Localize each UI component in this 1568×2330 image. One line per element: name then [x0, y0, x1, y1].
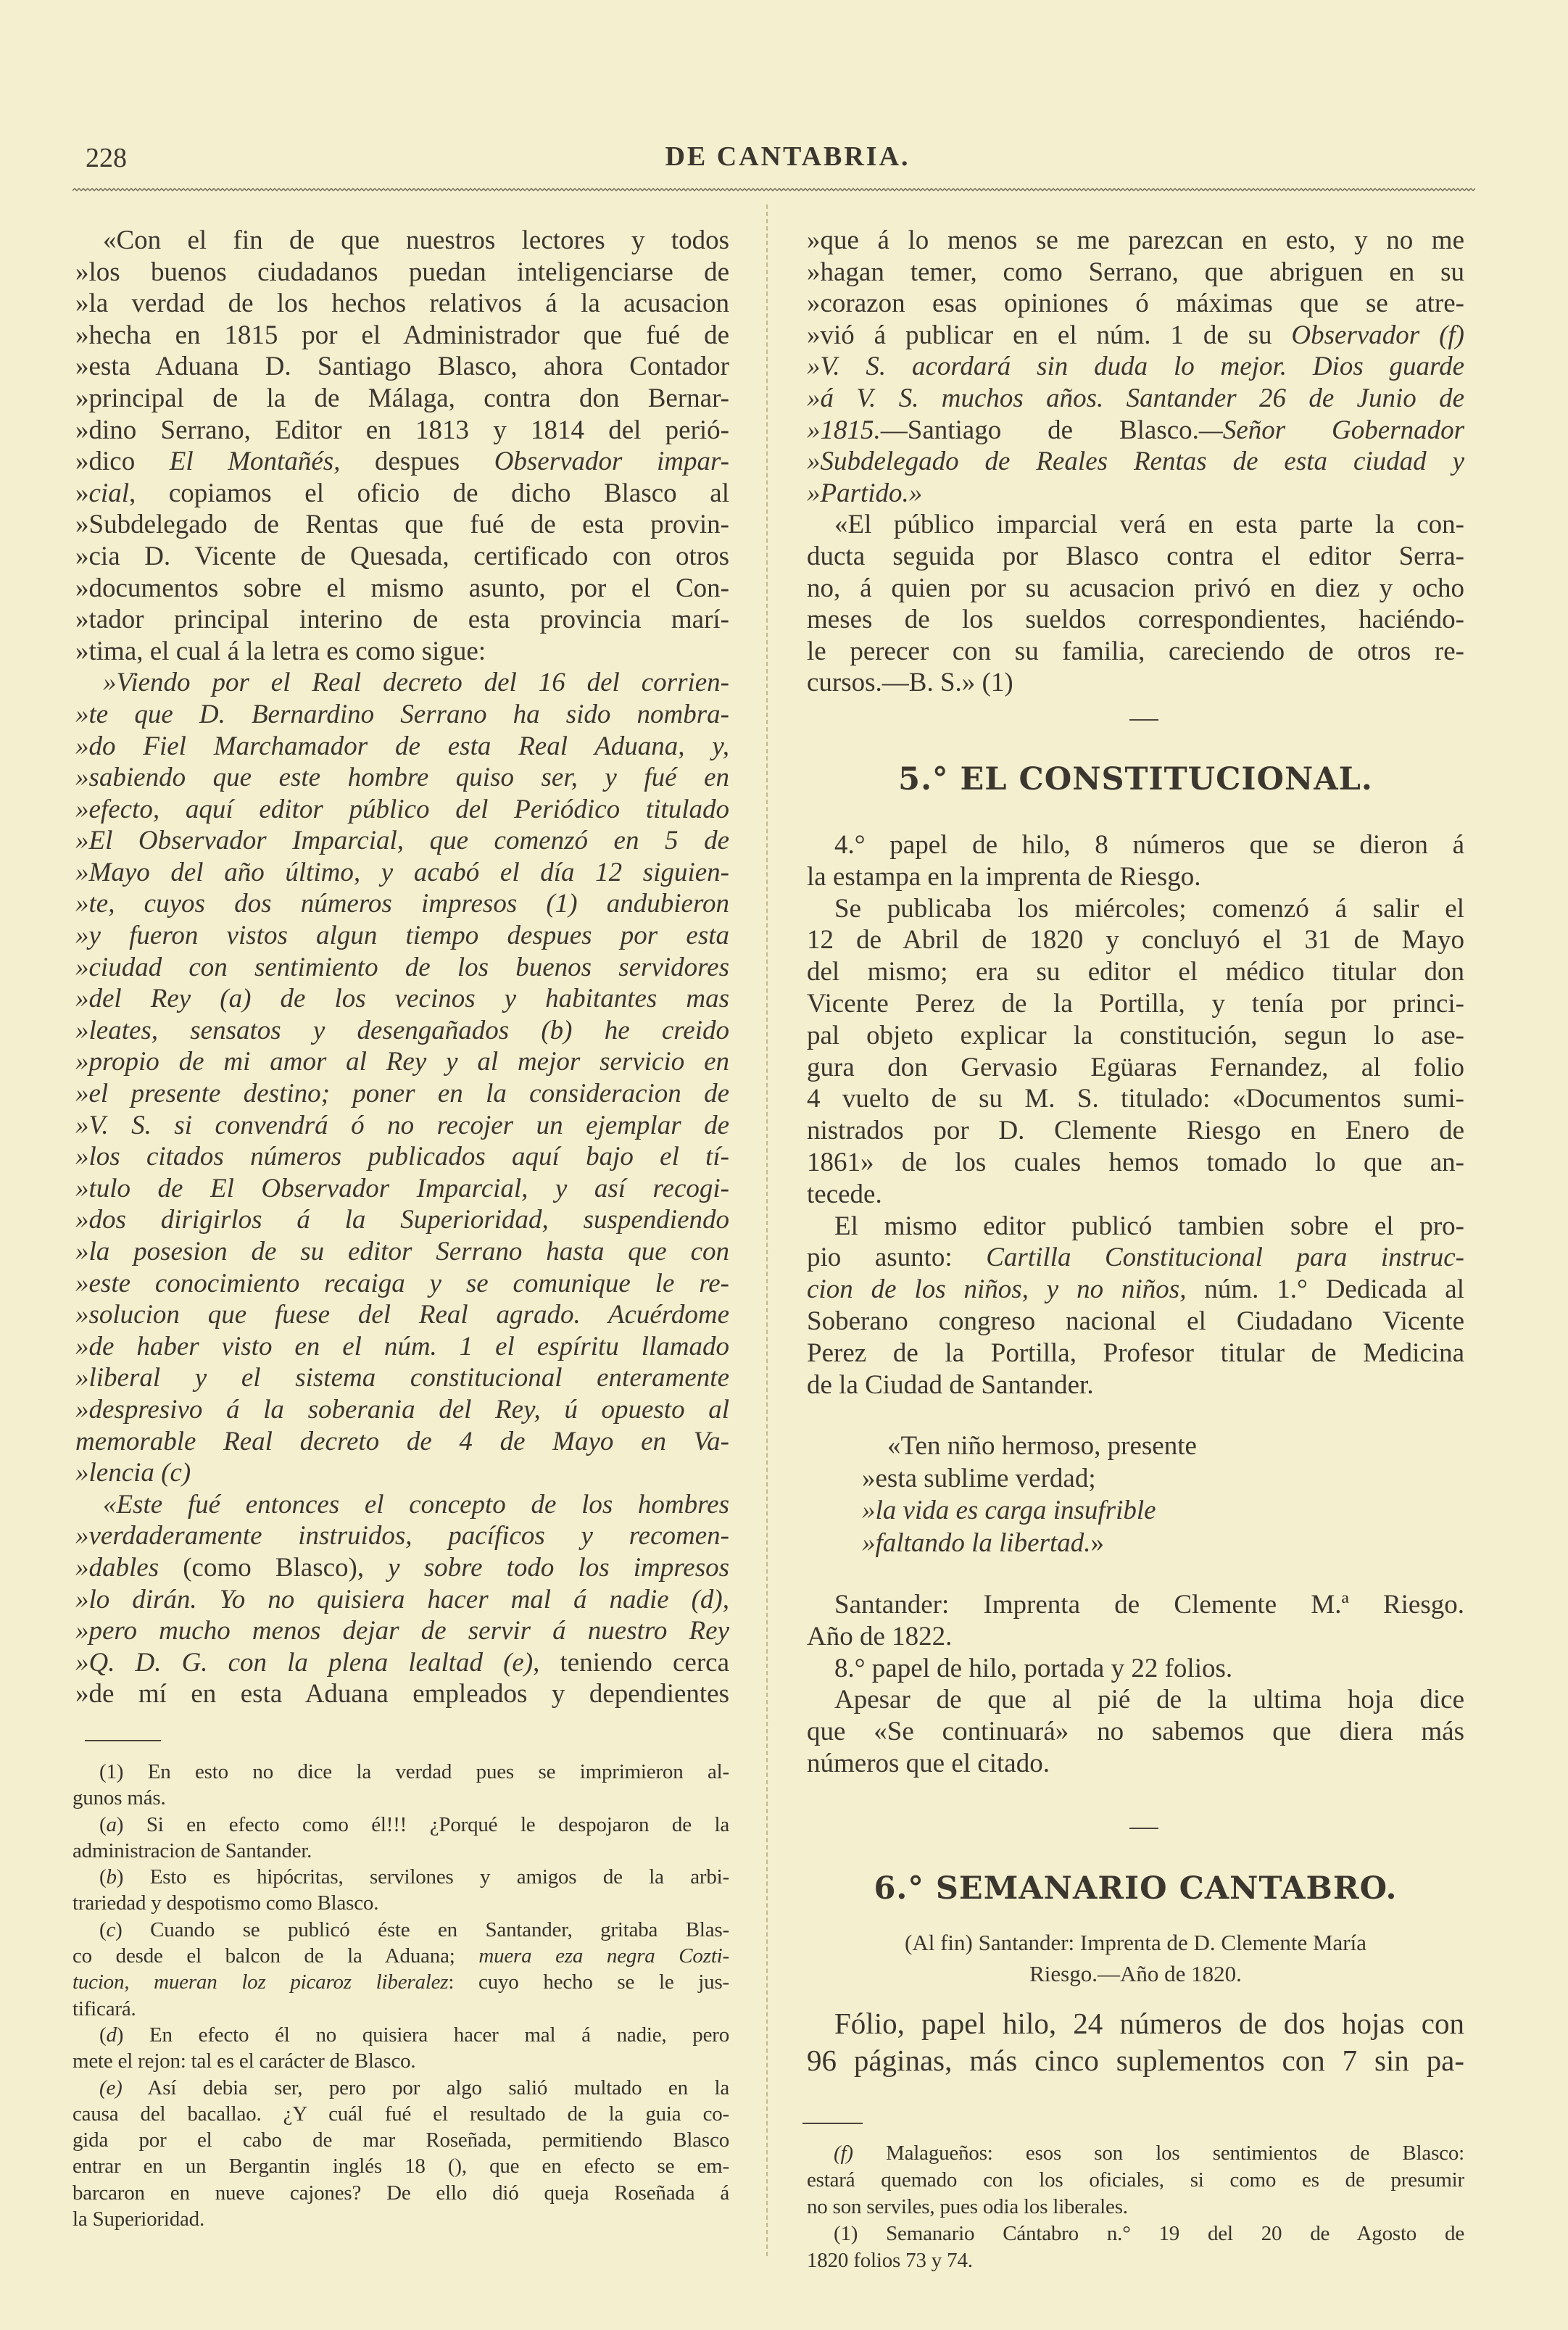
- text-line: [75, 1552, 729, 1584]
- text-line: [72, 1917, 729, 1943]
- section5-body: [807, 829, 1464, 1401]
- wavy-header-rule: [72, 184, 1475, 196]
- text-line: [807, 320, 1464, 352]
- italic-text: »liberal y el sistema constitucional enteramente: [75, 1363, 729, 1393]
- roman-text: »dino Serrano, Editor en 1813 y 1814 del perió-: [75, 415, 729, 445]
- paragraph: [72, 1759, 729, 1812]
- text-line: [72, 1759, 729, 1785]
- italic-text: »Viendo por el Real decreto del 16 del corrien-: [103, 668, 729, 698]
- text-line: [807, 2140, 1464, 2167]
- roman-text: le perecer con su familia, careciendo de otros re-: [807, 636, 1464, 666]
- roman-text: Año de 1822.: [807, 1621, 953, 1651]
- roman-text: »tima, el cual á la letra es como sigue:: [75, 636, 486, 666]
- italic-text: »V. S. acordará sin duda lo mejor. Dios guarde: [807, 352, 1464, 382]
- roman-text: del mismo; era su editor el médico titular don: [807, 957, 1464, 987]
- text-line: [75, 825, 729, 857]
- paragraph: [807, 1211, 1464, 1401]
- roman-text: gura don Gervasio Egüaras Fernandez, al folio: [807, 1052, 1464, 1082]
- italic-text: »los citados números publicados aquí bajo el tí-: [75, 1142, 729, 1172]
- text-line: [807, 1242, 1464, 1274]
- text-line: [807, 988, 1464, 1020]
- running-title-text: DE CANTABRIA.: [665, 141, 910, 172]
- italic-text: memorable Real decreto de 4 de Mayo en Va-: [75, 1426, 729, 1456]
- roman-text: »dico: [75, 447, 170, 477]
- roman-text: trariedad y despotismo como Blasco.: [72, 1891, 379, 1915]
- italic-text: »dos dirigirlos á la Superioridad, suspendiendo: [75, 1205, 729, 1235]
- italic-text: »te que D. Bernardino Serrano ha sido nombra-: [75, 699, 729, 729]
- text-line: [75, 920, 729, 952]
- italic-text: a: [106, 1812, 117, 1836]
- roman-text: la Superioridad.: [72, 2207, 205, 2231]
- italic-text: »tulo de El Observador Imparcial, y así recogi-: [75, 1173, 729, 1203]
- paragraph: [807, 225, 1464, 509]
- text-line: [807, 1621, 1464, 1653]
- text-line: [807, 2042, 1464, 2079]
- italic-text: cion de los niños, y no niños,: [807, 1274, 1187, 1305]
- footnote-rule: [85, 1740, 161, 1741]
- roman-text: 12 de Abril de 1820 y concluyó el 31 de Mayo: [807, 925, 1464, 955]
- text-line: [75, 225, 729, 257]
- text-line: [75, 636, 729, 668]
- text-line: [807, 2005, 1464, 2042]
- text-line: [807, 573, 1464, 605]
- italic-text: »ciudad con sentimiento de los buenos servidores: [75, 952, 729, 982]
- text-line: [75, 794, 729, 826]
- page-number: 228: [86, 143, 127, 173]
- roman-text: (1) En esto no dice la verdad pues se imprimieron al-: [99, 1760, 729, 1783]
- italic-text: cial: [88, 478, 129, 508]
- section-heading-el-constitucional: 5.° EL CONSTITUCIONAL.: [898, 761, 1373, 797]
- roman-text: ) En efecto él no quisiera hacer mal á nadie, pero: [116, 2023, 729, 2047]
- text-line: [807, 1338, 1464, 1369]
- text-line: [807, 1716, 1464, 1748]
- text-line: [75, 1584, 729, 1616]
- text-line: [807, 1369, 1464, 1401]
- roman-text: 8.° papel de hilo, portada y 22 folios.: [834, 1653, 1233, 1683]
- italic-text: »Partido.»: [807, 478, 923, 508]
- text-line: [72, 1812, 729, 1838]
- text-line: [75, 320, 729, 352]
- roman-text: no son serviles, pues odia los liberales.: [807, 2195, 1128, 2218]
- text-line: [75, 1046, 729, 1078]
- text-line: [75, 1204, 729, 1236]
- roman-text: Perez de la Portilla, Profesor titular de Medicina: [807, 1338, 1464, 1368]
- text-line: [807, 1020, 1464, 1052]
- text-line: [807, 924, 1464, 956]
- italic-text: »este conocimiento recaiga y se comunique le re-: [75, 1268, 729, 1298]
- roman-text: pal objeto explicar la constitución, segun lo ase-: [807, 1020, 1464, 1050]
- text-line: [75, 383, 729, 415]
- roman-text: co desde el balcon de la Aduana;: [72, 1944, 479, 1968]
- text-line: [807, 1653, 1464, 1685]
- italic-text: tucion, mueran loz picaroz liberalez: [72, 1970, 449, 1994]
- roman-text: »: [75, 478, 89, 508]
- italic-text: »te, cuyos dos números impresos (1) andubieron: [75, 889, 729, 919]
- text-line: [72, 2127, 729, 2153]
- text-line: [807, 1179, 1464, 1211]
- roman-text: la estampa en la imprenta de Riesgo.: [807, 861, 1201, 892]
- roman-text: Santander: Imprenta de Clemente M.ª Riesgo.: [834, 1590, 1464, 1620]
- text-line: [807, 861, 1464, 893]
- text-line: [807, 1274, 1464, 1306]
- text-line: [807, 829, 1464, 861]
- italic-text: »á V. S. muchos años. Santander 26 de Junio de: [807, 383, 1464, 413]
- text-line: [807, 1589, 1464, 1621]
- italic-text: »Mayo del año último, y acabó el día 12 siguien-: [75, 857, 729, 887]
- italic-text: »de haber visto en el núm. 1 el espíritu llamado: [75, 1331, 729, 1361]
- paragraph: [807, 893, 1464, 1211]
- roman-text: números que el citado.: [807, 1748, 1050, 1778]
- roman-text: nistrados por D. Clemente Riesgo en Enero de: [807, 1116, 1464, 1146]
- italic-text: «Este fué entonces el concepto de los hombres: [103, 1489, 729, 1520]
- paragraph: [72, 1812, 729, 1865]
- text-line: [807, 2221, 1464, 2247]
- paragraph: [72, 1864, 729, 1917]
- paragraph: [72, 2075, 729, 2233]
- left-column-body: [75, 225, 729, 1710]
- roman-text: «El público imparcial verá en esta parte la con-: [834, 510, 1464, 540]
- italic-text: muera eza negra Cozti-: [478, 1944, 729, 1968]
- roman-text: »hagan temer, como Serrano, que abriguen en su: [807, 257, 1464, 287]
- roman-text: Vicente Perez de la Portilla, y tenía por princi-: [807, 988, 1464, 1019]
- roman-text: (1) Semanario Cántabro n.° 19 del 20 de Agosto de: [834, 2222, 1464, 2245]
- roman-text: ducta seguida por Blasco contra el editor Serra-: [807, 541, 1464, 571]
- roman-text: 4 vuelto de su M. S. titulado: «Documentos sumi-: [807, 1084, 1464, 1114]
- text-line: [72, 1864, 729, 1890]
- roman-text: »: [1090, 1527, 1105, 1558]
- paragraph: [807, 1684, 1464, 1779]
- italic-text: »Subdelegado de Reales Rentas de esta ciudad y: [807, 447, 1464, 477]
- roman-text: «Con el fin de que nuestros lectores y todos: [103, 225, 729, 255]
- text-line: [75, 1236, 729, 1268]
- italic-text: Cartilla Constitucional para instruc-: [986, 1243, 1464, 1273]
- roman-text: estará quemado con los oficiales, si como es de presumir: [807, 2168, 1464, 2192]
- roman-text: meses de los sueldos correspondientes, haciéndo-: [807, 605, 1464, 635]
- text-line: [807, 636, 1464, 668]
- section6-body: [807, 2005, 1464, 2079]
- italic-text: El Montañés,: [169, 447, 341, 477]
- italic-text: (f): [834, 2142, 853, 2165]
- roman-text: , teniendo cerca: [533, 1647, 729, 1678]
- italic-text: y sobre todo los impresos: [364, 1552, 730, 1583]
- text-line: [75, 888, 729, 920]
- text-line: [75, 1299, 729, 1331]
- roman-text: ) Cuando se publicó éste en Santander, gritaba Blas-: [115, 1918, 729, 1941]
- text-line: [75, 1426, 729, 1458]
- text-line: [75, 952, 729, 984]
- text-line: [807, 383, 1464, 415]
- roman-text: no, á quien por su acusacion privó en diez y ocho: [807, 573, 1464, 603]
- roman-text: Apesar de que al pié de la ultima hoja dice: [834, 1685, 1464, 1715]
- text-line: [75, 288, 729, 320]
- italic-text: »el presente destino; poner en la consideracion de: [75, 1079, 729, 1109]
- text-line: [72, 2180, 729, 2206]
- text-line: [807, 1748, 1464, 1780]
- text-line: [75, 257, 729, 289]
- roman-text: Fólio, papel hilo, 24 números de dos hojas con: [834, 2007, 1464, 2040]
- text-line: [807, 2194, 1464, 2221]
- text-line: [72, 2075, 729, 2101]
- roman-text: mete el rejon: tal es el carácter de Blasco.: [72, 2049, 416, 2073]
- italic-text: c: [106, 1918, 116, 1941]
- roman-text: (: [99, 2023, 107, 2047]
- paragraph: [807, 1653, 1464, 1685]
- paragraph: [72, 2022, 729, 2075]
- roman-text: 1861» de los cuales hemos tomado lo que an-: [807, 1147, 1464, 1177]
- text-line: [807, 2167, 1464, 2194]
- text-line: [72, 2206, 729, 2232]
- text-line: [75, 446, 729, 478]
- text-line: [807, 1052, 1464, 1084]
- text-line: [75, 667, 729, 699]
- roman-text: »los buenos ciudadanos puedan inteligenciarse de: [75, 257, 729, 287]
- roman-text: (: [99, 1812, 107, 1836]
- roman-text: »Subdelegado de Rentas que fué de esta provin-: [75, 510, 729, 540]
- text-line: [72, 1969, 729, 1995]
- italic-text: »do Fiel Marchamador de esta Real Aduana, y,: [75, 731, 729, 761]
- italic-text: (e): [99, 2076, 123, 2099]
- paragraph: [807, 2140, 1464, 2221]
- text-line: [72, 1838, 729, 1864]
- roman-text: que «Se continuará» no sabemos que diera más: [807, 1717, 1464, 1747]
- text-line: [807, 446, 1464, 478]
- text-line: [75, 573, 729, 605]
- text-line: [807, 956, 1464, 988]
- italic-text: »del Rey (a) de los vecinos y habitantes mas: [75, 984, 729, 1014]
- text-line: [75, 1457, 729, 1489]
- text-line: [75, 1647, 729, 1679]
- roman-text: »cia D. Vicente de Quesada, certificado con otros: [75, 541, 729, 571]
- imprint-line: (Al fin) Santander: Imprenta de D. Clemente María: [905, 1930, 1366, 1955]
- italic-text: »propio de mi amor al Rey y al mejor servicio en: [75, 1047, 729, 1077]
- section6-imprint: [807, 1927, 1464, 1989]
- italic-text: d: [106, 2023, 117, 2047]
- text-line: [807, 1527, 1464, 1560]
- roman-text: »corazon esas opiniones ó máximas que se atre-: [807, 289, 1464, 319]
- italic-text: Observador (f): [1291, 320, 1464, 350]
- text-line: [75, 983, 729, 1015]
- roman-text: ) Esto es hipócritas, servilones y amigos de la arbi-: [116, 1865, 729, 1889]
- italic-text: —Señor Gobernador: [1198, 415, 1464, 445]
- right-footnotes: [807, 2140, 1464, 2274]
- paragraph: [72, 1917, 729, 2022]
- text-line: [75, 857, 729, 889]
- italic-text: »El Observador Imparcial, que comenzó en 5 de: [75, 826, 729, 856]
- paragraph: [75, 667, 729, 1488]
- text-line: [75, 604, 729, 636]
- text-line: [807, 509, 1464, 541]
- text-line: [75, 1268, 729, 1300]
- roman-text: tificará.: [72, 1997, 136, 2020]
- italic-text: Observador impar-: [494, 447, 729, 477]
- roman-text: (: [99, 1865, 107, 1889]
- roman-text: »tador principal interino de esta provincia marí-: [75, 605, 729, 635]
- roman-text: 96 páginas, más cinco suplementos con 7 sin pa-: [807, 2044, 1464, 2077]
- text-line: [807, 1306, 1464, 1338]
- roman-text: tecede.: [807, 1179, 882, 1209]
- roman-text: barcaron en nueve cajones? De ello dió queja Roseñada á: [72, 2181, 729, 2205]
- roman-text: (: [99, 1918, 107, 1941]
- text-line: [72, 1943, 729, 1969]
- text-line: [75, 1015, 729, 1047]
- italic-text: »lencia (c): [75, 1458, 191, 1488]
- text-line: [75, 509, 729, 541]
- italic-text: »y fueron vistos algun tiempo despues por esta: [75, 921, 729, 951]
- text-line: [807, 415, 1464, 447]
- paragraph: [807, 2221, 1464, 2274]
- text-line: [75, 762, 729, 794]
- roman-text: »esta Aduana D. Santiago Blasco, ahora Contador: [75, 352, 729, 382]
- italic-text: »pero mucho menos dejar de servir á nuestro Rey: [75, 1616, 729, 1646]
- left-footnotes: [72, 1759, 729, 2232]
- paragraph: [75, 225, 729, 667]
- italic-text: »lo dirán. Yo no quisiera hacer mal á nadie (d),: [75, 1584, 729, 1614]
- italic-text: »leates, sensatos y desengañados (b) he creido: [75, 1015, 729, 1045]
- italic-text: »solucion que fuese del Real agrado. Acuérdome: [75, 1300, 729, 1330]
- text-line: [75, 541, 729, 573]
- italic-text: »la posesion de su editor Serrano hasta que con: [75, 1237, 729, 1266]
- footnote-rule: [802, 2123, 863, 2124]
- italic-text: b: [106, 1865, 117, 1889]
- italic-text: »dables: [75, 1552, 183, 1583]
- roman-text: Así debia ser, pero por algo salió multado en la: [122, 2076, 729, 2099]
- roman-text: —Santiago de Blasco.: [880, 415, 1199, 445]
- text-line: [75, 1141, 729, 1173]
- roman-text: despues: [340, 447, 494, 477]
- roman-text: (como Blasco),: [183, 1552, 365, 1583]
- paragraph: [807, 509, 1464, 699]
- roman-text: Soberano congreso nacional el Ciudadano Vicente: [807, 1306, 1464, 1336]
- text-line: [75, 1489, 729, 1521]
- roman-text: de la Ciudad de Santander.: [807, 1369, 1094, 1400]
- text-line: [807, 893, 1464, 925]
- text-line: [807, 1495, 1464, 1527]
- text-line: [807, 1147, 1464, 1179]
- paragraph: [807, 1589, 1464, 1653]
- text-line: [72, 2048, 729, 2074]
- text-line: [807, 351, 1464, 383]
- text-line: [75, 1110, 729, 1142]
- roman-text: »hecha en 1815 por el Administrador que fué de: [75, 320, 729, 350]
- text-line: [807, 257, 1464, 289]
- text-line: [72, 1785, 729, 1811]
- text-line: [75, 351, 729, 383]
- roman-text: 1820 folios 73 y 74.: [807, 2249, 973, 2272]
- text-line: [807, 604, 1464, 636]
- roman-text: »de mí en esta Aduana empleados y dependientes: [75, 1679, 729, 1709]
- italic-text: »V. S. si convendrá ó no recojer un ejemplar de: [75, 1110, 729, 1140]
- italic-text: »1815.: [807, 415, 881, 445]
- roman-text: , copiamos el oficio de dicho Blasco al: [128, 478, 729, 508]
- italic-text: »Q. D. G. con la plena lealtad (e): [75, 1647, 534, 1678]
- roman-text: El mismo editor publicó tambien sobre el pro-: [834, 1211, 1464, 1241]
- paragraph: [807, 2005, 1464, 2079]
- text-line: [75, 415, 729, 447]
- roman-text: »que á lo menos se me parezcan en esto, y no me: [807, 225, 1464, 255]
- roman-text: núm. 1.° Dedicada al: [1186, 1274, 1464, 1305]
- text-line: [72, 1996, 729, 2022]
- text-line: [75, 1615, 729, 1647]
- text-line: [75, 1362, 729, 1394]
- italic-text: »la vida es carga insufrible: [862, 1496, 1156, 1526]
- poem-verse: [807, 1430, 1464, 1559]
- text-line: [75, 1394, 729, 1426]
- text-line: [75, 1520, 729, 1552]
- roman-text: ) Si en efecto como él!!! ¿Porqué le despojaron de la: [116, 1812, 729, 1836]
- roman-text: »esta sublime verdad;: [862, 1463, 1096, 1493]
- roman-text: «Ten niño hermoso, presente: [887, 1431, 1197, 1461]
- right-column-body-continued: [807, 225, 1464, 699]
- roman-text: gunos más.: [72, 1786, 166, 1810]
- text-line: [75, 1173, 729, 1205]
- paragraph: [807, 1430, 1464, 1559]
- section-heading-semanario-cantabro: 6.° SEMANARIO CANTABRO.: [874, 1870, 1398, 1907]
- running-title: [0, 141, 1568, 173]
- roman-text: : cuyo hecho se le jus-: [448, 1970, 729, 1994]
- roman-text: pio asunto:: [807, 1243, 987, 1273]
- text-line: [72, 2101, 729, 2127]
- paragraph: [75, 1489, 729, 1710]
- text-line: [807, 288, 1464, 320]
- section5-imprint-body: [807, 1589, 1464, 1780]
- text-line: [807, 1463, 1464, 1496]
- section-separator: [1129, 719, 1158, 721]
- text-line: [75, 1331, 729, 1363]
- text-line: [807, 225, 1464, 257]
- roman-text: Malagueños: esos son los sentimientos de Blasco:: [853, 2142, 1464, 2165]
- text-line: [75, 731, 729, 763]
- text-line: [72, 2022, 729, 2048]
- roman-text: »principal de la de Málaga, contra don Bernar-: [75, 383, 729, 413]
- column-divider: [766, 204, 768, 2256]
- text-line: [72, 1890, 729, 1916]
- roman-text: »documentos sobre el mismo asunto, por el Con-: [75, 573, 729, 603]
- text-line: [807, 1430, 1464, 1463]
- text-line: [75, 1678, 729, 1710]
- text-line: [807, 2247, 1464, 2274]
- roman-text: Se publicaba los miércoles; comenzó á salir el: [834, 893, 1464, 924]
- imprint-line: Riesgo.—Año de 1820.: [1029, 1961, 1242, 1986]
- text-line: [75, 1078, 729, 1110]
- text-line: [807, 667, 1464, 699]
- italic-text: »faltando la libertad.: [862, 1527, 1091, 1558]
- roman-text: administracion de Santander.: [72, 1838, 312, 1862]
- roman-text: »la verdad de los hechos relativos á la acusacion: [75, 289, 729, 319]
- italic-text: »efecto, aquí editor público del Periódico titulado: [75, 794, 729, 824]
- text-line: [807, 1684, 1464, 1716]
- text-line: [807, 478, 1464, 510]
- text-line: [807, 541, 1464, 573]
- italic-text: »despresivo á la soberania del Rey, ú opuesto al: [75, 1394, 729, 1425]
- text-line: [807, 1083, 1464, 1115]
- paragraph: [807, 829, 1464, 893]
- section-separator: [1129, 1828, 1158, 1829]
- roman-text: gida por el cabo de mar Roseñada, permitiendo Blasco: [72, 2128, 729, 2152]
- roman-text: »vió á publicar en el núm. 1 de su: [807, 320, 1292, 350]
- roman-text: causa del bacallao. ¿Y cuál fué el resultado de la guia co-: [72, 2102, 729, 2126]
- roman-text: 4.° papel de hilo, 8 números que se dieron á: [834, 830, 1464, 860]
- italic-text: »sabiendo que este hombre quiso ser, y fué en: [75, 763, 729, 793]
- text-line: [807, 1115, 1464, 1147]
- text-line: [75, 699, 729, 731]
- text-line: [72, 2153, 729, 2179]
- text-line: [75, 478, 729, 510]
- roman-text: entrar en un Bergantin inglés 18 (), que en efecto se em-: [72, 2155, 729, 2178]
- text-line: [807, 1211, 1464, 1243]
- roman-text: cursos.—B. S.» (1): [807, 668, 1013, 698]
- italic-text: »verdaderamente instruidos, pacíficos y recomen-: [75, 1521, 729, 1551]
